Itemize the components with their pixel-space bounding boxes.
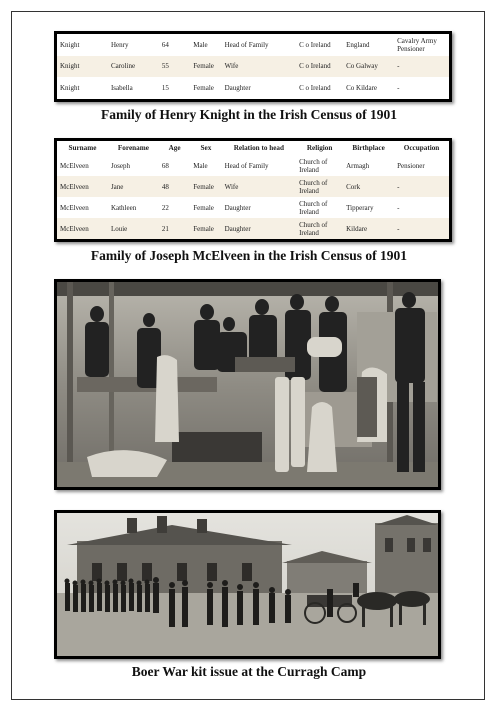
table-cell: Caroline bbox=[108, 56, 159, 78]
table-cell: Cork bbox=[343, 176, 394, 197]
table-cell: McElveen bbox=[57, 176, 108, 197]
table-cell: 15 bbox=[161, 84, 169, 93]
table-cell: Head of Family bbox=[224, 40, 269, 49]
table-cell: C o Ireland bbox=[299, 40, 331, 49]
caption-knight-family: Family of Henry Knight in the Irish Census of 1901 bbox=[101, 107, 397, 122]
table-cell: Daughter bbox=[222, 218, 296, 239]
table-cell: Jane bbox=[108, 176, 159, 197]
kit-issue-photo-image bbox=[57, 282, 438, 487]
table-cell: Tipperary bbox=[346, 203, 374, 212]
table-cell: - bbox=[397, 203, 400, 212]
table-cell: Kathleen bbox=[110, 203, 137, 212]
curragh-camp-photo bbox=[54, 510, 441, 659]
table-cell: Church of Ireland bbox=[299, 199, 328, 216]
table-cell: Wife bbox=[222, 176, 296, 197]
column-header: Relation to head bbox=[233, 144, 285, 152]
table-cell: Wife bbox=[222, 56, 296, 78]
table-cell: 22 bbox=[161, 203, 169, 212]
table-row bbox=[57, 176, 449, 197]
table-cell: - bbox=[394, 56, 449, 78]
column-header: Forename bbox=[117, 144, 149, 152]
table-cell: Pensioner bbox=[397, 161, 425, 170]
table-cell: Knight bbox=[57, 56, 108, 78]
table-cell: Cavalry Army Pensioner bbox=[397, 36, 437, 53]
table-cell: Joseph bbox=[110, 161, 131, 170]
table-cell: Henry bbox=[110, 40, 129, 49]
table-cell: C o Ireland bbox=[296, 56, 343, 78]
column-header: Birthplace bbox=[352, 144, 385, 152]
table-cell: Kildare bbox=[343, 218, 394, 239]
curragh-camp-photo-image bbox=[57, 513, 438, 656]
table-row bbox=[57, 77, 449, 99]
table-cell: Female bbox=[193, 203, 214, 212]
column-header: Surname bbox=[68, 144, 97, 152]
table-cell: McElveen bbox=[60, 161, 89, 170]
column-header: Age bbox=[168, 144, 181, 152]
table-cell: - bbox=[394, 218, 449, 239]
table-cell: 48 bbox=[159, 176, 190, 197]
knight-census-table bbox=[54, 31, 452, 102]
caption-curragh-camp: Boer War kit issue at the Curragh Camp bbox=[131, 664, 367, 679]
table-cell: Church of Ireland bbox=[296, 176, 343, 197]
table-cell: - bbox=[397, 84, 400, 93]
table-cell: 21 bbox=[159, 218, 190, 239]
table-cell: 55 bbox=[159, 56, 190, 78]
table-cell: Armagh bbox=[346, 161, 370, 170]
table-cell: Female bbox=[190, 176, 221, 197]
mcelveen-census-table bbox=[54, 138, 452, 242]
table-cell: Louie bbox=[108, 218, 159, 239]
table-row bbox=[57, 34, 449, 56]
table-cell: C o Ireland bbox=[299, 84, 331, 93]
table-cell: - bbox=[394, 176, 449, 197]
table-cell: McElveen bbox=[60, 203, 89, 212]
table-cell: Male bbox=[193, 40, 208, 49]
table-cell: Knight bbox=[60, 84, 80, 93]
table-cell: 64 bbox=[161, 40, 169, 49]
table-cell: Male bbox=[193, 161, 208, 170]
table-cell: Female bbox=[190, 218, 221, 239]
table-cell: England bbox=[346, 40, 370, 49]
table-cell: Church of Ireland bbox=[296, 218, 343, 239]
table-cell: Isabella bbox=[110, 84, 133, 93]
table-row bbox=[57, 56, 449, 78]
table-header-row bbox=[57, 141, 449, 155]
table-cell: Co Galway bbox=[343, 56, 394, 78]
table-row bbox=[57, 197, 449, 218]
table-cell: Female bbox=[190, 56, 221, 78]
table-cell: McElveen bbox=[57, 218, 108, 239]
table-cell: Knight bbox=[60, 40, 80, 49]
table-cell: Co Kildare bbox=[346, 84, 378, 93]
table-cell: Daughter bbox=[224, 203, 251, 212]
table-row bbox=[57, 218, 449, 239]
caption-mcelveen-family: Family of Joseph McElveen in the Irish Census of 1901 bbox=[90, 248, 408, 263]
column-header: Sex bbox=[200, 144, 212, 152]
table-cell: Head of Family bbox=[224, 161, 269, 170]
table-row bbox=[57, 155, 449, 176]
kit-issue-photo bbox=[54, 279, 441, 490]
column-header: Occupation bbox=[403, 144, 440, 152]
table-cell: Female bbox=[193, 84, 214, 93]
table-cell: Church of Ireland bbox=[299, 157, 328, 174]
column-header: Religion bbox=[306, 144, 333, 152]
table-cell: Daughter bbox=[224, 84, 251, 93]
table-cell: 68 bbox=[161, 161, 169, 170]
